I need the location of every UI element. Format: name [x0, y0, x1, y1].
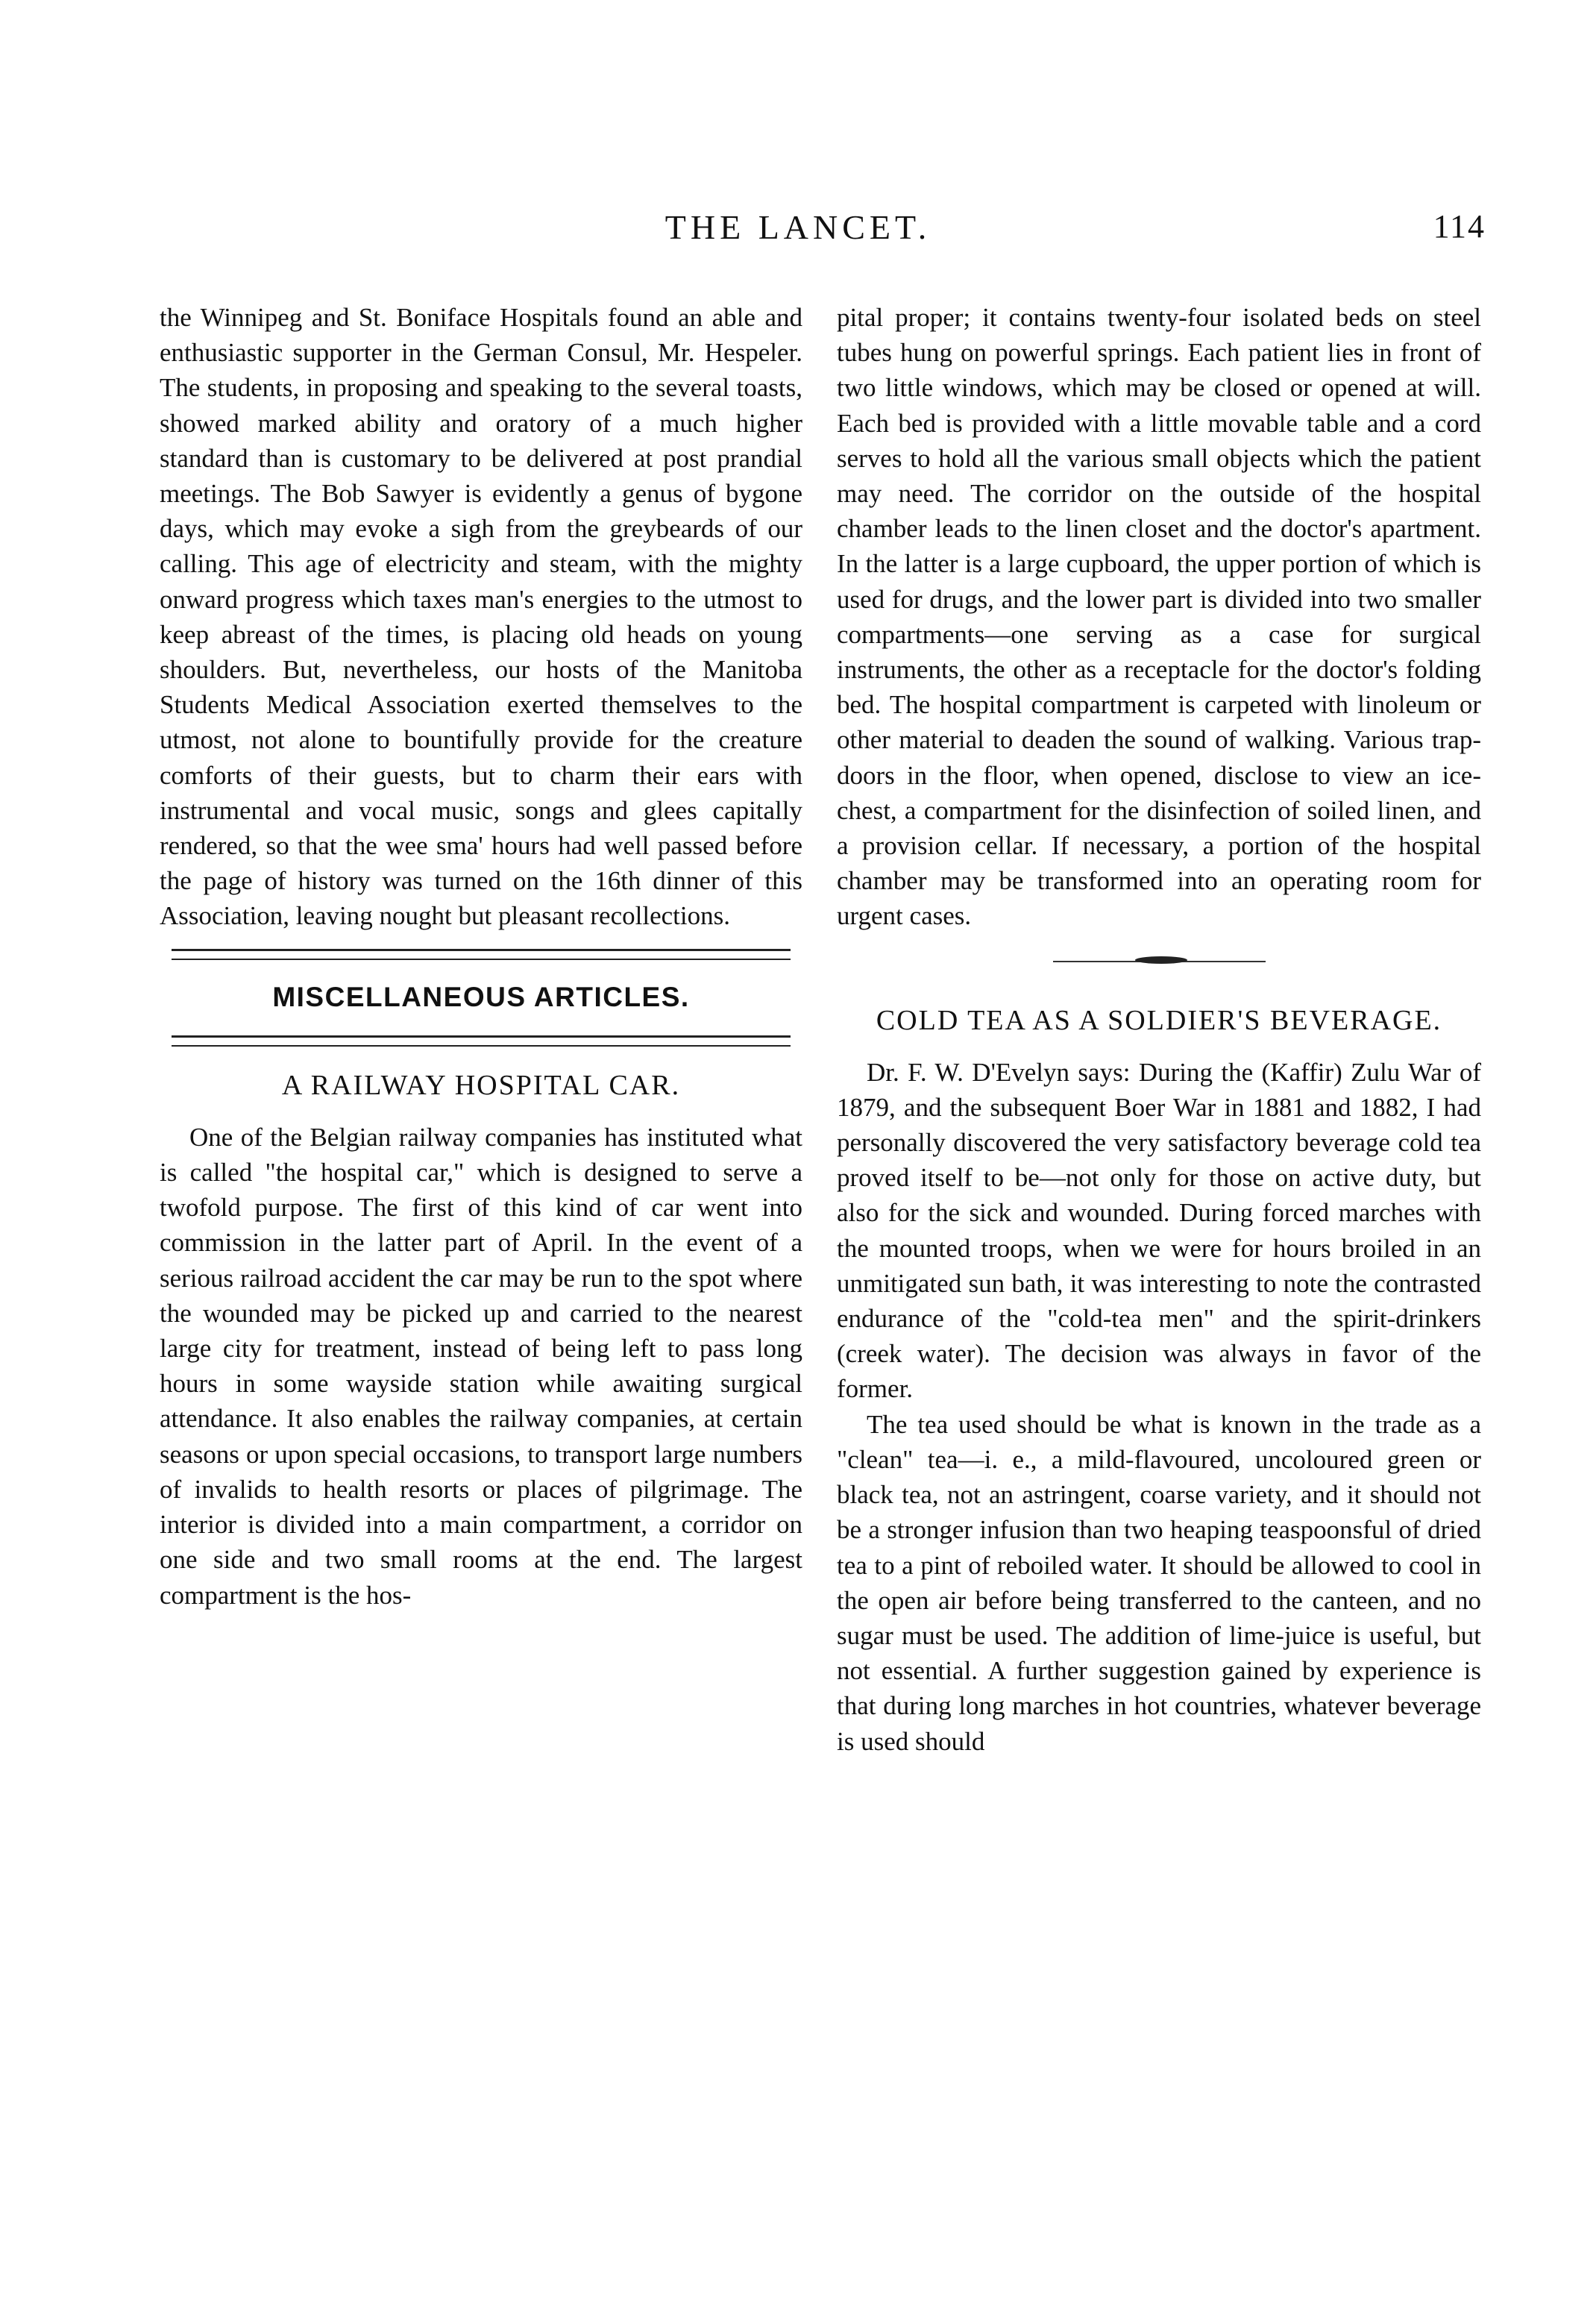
double-rule-divider [172, 1035, 791, 1047]
article-paragraph: Dr. F. W. D'Evelyn says: During the (Kaffir) Zulu War of 1879, and the subsequent Boer War in 1881 and 1882, I had personally discovered the very satisfactory beverage cold tea proved itself to be—not only for those on active duty, but also for the sick and wounded. During forced marches with the mounted troops, when we were for hours broiled in an unmitigated sun bath, it was interesting to note the contrasted endurance of the "cold-tea men" and the spirit-drinkers (creek water). The decision was always in favor of the former. [837, 1057, 1481, 1404]
continued-paragraph: pital proper; it contains twenty-four isolated beds on steel tubes hung on powerful springs. Each patient lies in front of two little windows, which may be closed or opened at will. Each bed is provided with a little movable table and a cord serves to hold all the various small objects which the patient may need. The corridor on the outside of the hospital chamber leads to the linen closet and the doctor's apartment. In the latter is a large cupboard, the upper portion of which is used for drugs, and the lower part is divided into two smaller compartments—one serving as a case for surgical instruments, the other as a receptacle for the doctor's folding bed. The hospital compartment is carpeted with linoleum or other material to deaden the sound of walking. Various trap-doors in the floor, when opened, disclose to view an ice-chest, a compartment for the disinfection of soiled linen, and a provision cellar. If necessary, a portion of the hospital chamber may be transformed into an operating room for urgent cases. [837, 303, 1481, 931]
article-paragraph: One of the Belgian railway companies has instituted what is called "the hospital car," which is designed to serve a twofold purpose. The first of this kind of car went into commission in the latter part of April. In the event of a serious railroad accident the car may be run to the spot where the wounded may be picked up and carried to the nearest large city for treatment, instead of being left to pass long hours in some wayside station while awaiting surgical attendance. It also enables the railway companies, at certain seasons or upon special occasions, to transport large numbers of invalids to health resorts or places of pilgrimage. The interior is divided into a main compartment, a corridor on one side and two small rooms at the end. The largest compartment is the hos- [160, 1122, 802, 1610]
left-column [160, 300, 802, 1613]
article-title-cold-tea: COLD TEA AS A SOLDIER'S BEVERAGE. [876, 1004, 1442, 1036]
double-rule-divider [172, 949, 791, 960]
article-title-railway-hospital-car: A RAILWAY HOSPITAL CAR. [281, 1069, 681, 1101]
ornamental-divider [837, 937, 1481, 982]
section-heading: MISCELLANEOUS ARTICLES. [272, 981, 690, 1012]
divider-ornament [1135, 956, 1187, 964]
page-header [0, 207, 1596, 267]
article-paragraph: The tea used should be what is known in the trade as a "clean" tea—i. e., a mild-flavoured, uncoloured green or black tea, not an astringent, coarse variety, and it should not be a stronger infusion than two heaping teaspoonsful of dried tea to a pint of reboiled water. It should be allowed to cool in the open air before being transferred to the canteen, and no sugar must be used. The addition of lime-juice is useful, but not essential. A further suggestion gained by experience is that during long marches in hot countries, whatever beverage is used should [837, 1409, 1481, 1756]
continued-paragraph: the Winnipeg and St. Boniface Hospitals found an able and enthusiastic supporter in the German Consul, Mr. Hespeler. The students, in proposing and speaking to the several toasts, showed marked ability and oratory of a much higher standard than is customary to be delivered at post prandial meetings. The Bob Sawyer is evidently a genus of bygone days, which may evoke a sigh from the greybeards of our calling. This age of electricity and steam, with the mighty onward progress which taxes man's energies to the utmost to keep abreast of the times, is placing old heads on young shoulders. But, nevertheless, our hosts of the Manitoba Students Medical Association exerted themselves to the utmost, not alone to bountifully provide for the creature comforts of their guests, but to charm their ears with instrumental and vocal music, songs and glees capitally rendered, so that the wee sma' hours had well passed before the page of history was turned on the 16th dinner of this Association, leaving nought but pleasant recollections. [160, 303, 802, 931]
right-column [837, 300, 1481, 1759]
page-number: 114 [1433, 208, 1486, 245]
running-title: THE LANCET. [665, 208, 931, 246]
